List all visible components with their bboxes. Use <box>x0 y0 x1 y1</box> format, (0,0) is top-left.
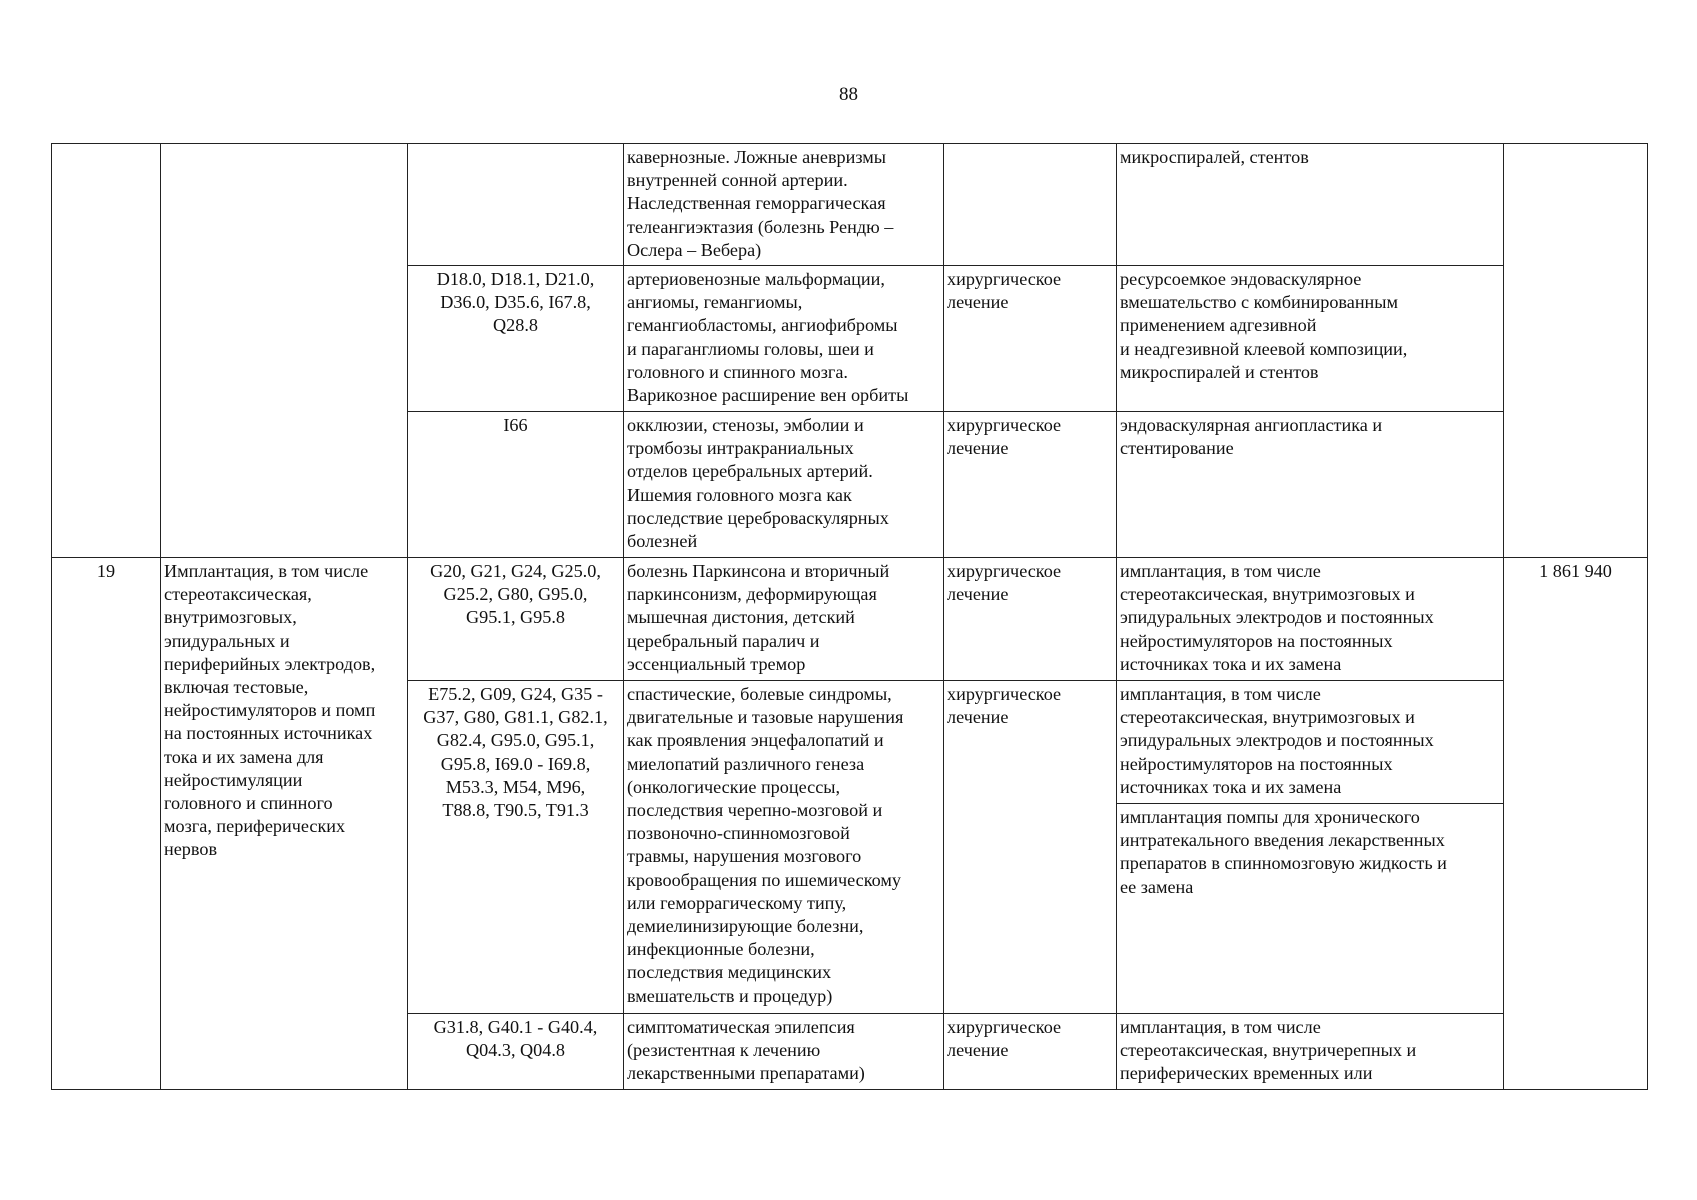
description-cell <box>624 144 944 266</box>
method-line: имплантация, в том числе <box>1120 561 1321 581</box>
description-line: демиелинизирующие болезни, <box>627 916 864 937</box>
method-cell <box>1117 266 1504 412</box>
treatment-cell <box>944 558 1117 681</box>
codes-line: Q28.8 <box>493 315 538 336</box>
method-line: эпидуральных электродов и постоянных <box>1120 730 1434 751</box>
codes-line: E75.2, G09, G24, G35 - <box>428 684 603 704</box>
description-line: лекарственными препаратами) <box>627 1063 865 1084</box>
codes-line: G20, G21, G24, G25.0, <box>430 561 601 581</box>
method-line: имплантация, в том числе <box>1120 684 1321 704</box>
description-line: Ослера – Вебера) <box>627 239 762 260</box>
treatment-line: хирургическое <box>947 415 1062 435</box>
service-name-line: на постоянных источниках <box>164 723 373 744</box>
service-name-line: нейростимуляции <box>164 769 303 790</box>
description-line: (онкологические процессы, <box>627 776 841 797</box>
codes-line: G25.2, G80, G95.0, <box>443 584 588 605</box>
description-line: ангиомы, гемангиомы, <box>627 292 803 313</box>
number-cell <box>52 558 161 1090</box>
description-line: позвоночно-спинномозговой <box>627 823 850 844</box>
service-name-line: нервов <box>164 839 218 860</box>
method-line: стереотаксическая, внутричерепных и <box>1120 1040 1417 1061</box>
description-line: спастические, болевые синдромы, <box>627 684 892 704</box>
description-line: церебральный паралич и <box>627 630 820 651</box>
cost-cell <box>1504 558 1648 1090</box>
treatment-cell <box>944 681 1117 1014</box>
service-name-line: включая тестовые, <box>164 677 309 698</box>
codes-cell <box>408 266 624 412</box>
number-cell <box>52 144 161 558</box>
service-name-line: нейростимуляторов и помп <box>164 700 376 721</box>
codes-cell <box>408 144 624 266</box>
method-line: источниках тока и их замена <box>1120 776 1342 797</box>
service-name-line: эпидуральных и <box>164 630 290 651</box>
description-line: Варикозное расширение вен орбиты <box>627 385 909 406</box>
description-line: (резистентная к лечению <box>627 1040 821 1061</box>
method-line: нейростимуляторов на постоянных <box>1120 630 1393 651</box>
method-line: нейростимуляторов на постоянных <box>1120 753 1393 774</box>
treatment-cell <box>944 1014 1117 1090</box>
description-line: двигательные и тазовые нарушения <box>627 707 904 728</box>
row-number: 19 <box>96 561 116 581</box>
description-line: последствия медицинских <box>627 962 832 983</box>
cost-cell <box>1504 144 1648 558</box>
description-line: как проявления энцефалопатий и <box>627 730 884 751</box>
method-line: стереотаксическая, внутримозговых и <box>1120 584 1415 605</box>
method-line: препаратов в спинномозговую жидкость и <box>1120 853 1447 874</box>
description-line: гемангиобластомы, ангиофибромы <box>627 315 898 336</box>
service-name-line: внутримозговых, <box>164 607 297 628</box>
codes-line: D36.0, D35.6, I67.8, <box>440 292 591 313</box>
method-line: источниках тока и их замена <box>1120 653 1342 674</box>
description-cell <box>624 1014 944 1090</box>
description-cell <box>624 412 944 558</box>
method-line: эндоваскулярная ангиопластика и <box>1120 415 1383 435</box>
method-line: ресурсоемкое эндоваскулярное <box>1120 269 1362 289</box>
description-line: артериовенозные мальформации, <box>627 269 885 289</box>
description-line: окклюзии, стенозы, эмболии и <box>627 415 864 435</box>
method-cell <box>1117 412 1504 558</box>
method-line: имплантация, в том числе <box>1120 1017 1321 1037</box>
codes-line: G95.8, I69.0 - I69.8, <box>440 753 591 774</box>
codes-cell <box>408 558 624 681</box>
description-line: тромбозы интракраниальных <box>627 438 854 459</box>
codes-line: I66 <box>503 415 528 435</box>
description-line: Наследственная геморрагическая <box>627 193 886 214</box>
treatment-cell <box>944 266 1117 412</box>
codes-line: M53.3, M54, M96, <box>445 776 586 797</box>
service-name-line: мозга, периферических <box>164 816 346 837</box>
codes-line: D18.0, D18.1, D21.0, <box>436 269 595 289</box>
method-cell <box>1117 804 1504 1014</box>
service-name-cell <box>161 558 408 1090</box>
treatment-line: хирургическое <box>947 1017 1062 1037</box>
description-line: миелопатий различного генеза <box>627 753 865 774</box>
services-table <box>51 143 1648 1090</box>
treatment-line: лечение <box>947 292 1009 313</box>
description-line: симптоматическая эпилепсия <box>627 1017 855 1037</box>
method-cell <box>1117 558 1504 681</box>
method-line: эпидуральных электродов и постоянных <box>1120 607 1434 628</box>
method-line: стереотаксическая, внутримозговых и <box>1120 707 1415 728</box>
description-line: телеангиэктазия (болезнь Рендю – <box>627 216 894 237</box>
description-line: кровообращения по ишемическому <box>627 869 901 890</box>
cost-value: 1 861 940 <box>1539 561 1612 581</box>
codes-line: G37, G80, G81.1, G82.1, <box>423 707 608 728</box>
description-line: последствие цереброваскулярных <box>627 507 889 528</box>
treatment-line: лечение <box>947 438 1009 459</box>
method-cell <box>1117 1014 1504 1090</box>
description-line: головного и спинного мозга. <box>627 361 848 382</box>
description-line: болезней <box>627 531 698 552</box>
service-name-line: периферийных электродов, <box>164 653 376 674</box>
method-cell <box>1117 681 1504 804</box>
treatment-line: лечение <box>947 707 1009 728</box>
method-line: вмешательство с комбинированным <box>1120 292 1399 313</box>
codes-cell <box>408 412 624 558</box>
codes-line: G31.8, G40.1 - G40.4, <box>433 1017 598 1037</box>
method-line: микроспиралей, стентов <box>1120 147 1309 167</box>
description-cell <box>624 558 944 681</box>
description-cell <box>624 266 944 412</box>
description-line: инфекционные болезни, <box>627 939 815 960</box>
description-line: и параганглиомы головы, шеи и <box>627 338 874 359</box>
service-name-line: тока и их замена для <box>164 746 324 767</box>
method-line: и неадгезивной клеевой композиции, <box>1120 338 1408 359</box>
description-line: или геморрагическому типу, <box>627 892 847 913</box>
description-line: травмы, нарушения мозгового <box>627 846 862 867</box>
page-number: 88 <box>839 84 858 105</box>
description-line: эссенциальный тремор <box>627 653 806 674</box>
method-line: имплантация помпы для хронического <box>1120 807 1420 827</box>
codes-line: G95.1, G95.8 <box>465 607 566 628</box>
description-line: мышечная дистония, детский <box>627 607 855 628</box>
description-cell <box>624 681 944 1014</box>
service-name-line: стереотаксическая, <box>164 584 312 605</box>
description-line: кавернозные. Ложные аневризмы <box>627 147 887 167</box>
codes-cell <box>408 1014 624 1090</box>
description-line: вмешательств и процедур) <box>627 985 833 1006</box>
description-line: болезнь Паркинсона и вторичный <box>627 561 890 581</box>
description-line: отделов церебральных артерий. <box>627 461 873 482</box>
treatment-line: хирургическое <box>947 269 1062 289</box>
treatment-line: хирургическое <box>947 561 1062 581</box>
codes-cell <box>408 681 624 1014</box>
service-name-cell <box>161 144 408 558</box>
codes-line: Q04.3, Q04.8 <box>465 1040 566 1061</box>
treatment-cell <box>944 144 1117 266</box>
codes-line: G82.4, G95.0, G95.1, <box>436 730 595 751</box>
method-line: периферических временных или <box>1120 1063 1373 1084</box>
treatment-line: лечение <box>947 584 1009 605</box>
method-line: ее замена <box>1120 876 1194 897</box>
service-name-line: Имплантация, в том числе <box>164 561 369 581</box>
service-name-line: головного и спинного <box>164 793 333 814</box>
treatment-cell <box>944 412 1117 558</box>
table-row <box>52 558 1648 681</box>
description-line: паркинсонизм, деформирующая <box>627 584 877 605</box>
method-line: интратекального введения лекарственных <box>1120 830 1445 851</box>
description-line: последствия черепно-мозговой и <box>627 800 883 821</box>
table-row <box>52 144 1648 266</box>
treatment-line: хирургическое <box>947 684 1062 704</box>
description-line: внутренней сонной артерии. <box>627 170 848 191</box>
method-line: применением адгезивной <box>1120 315 1317 336</box>
method-line: стентирование <box>1120 438 1234 459</box>
treatment-line: лечение <box>947 1040 1009 1061</box>
description-line: Ишемия головного мозга как <box>627 484 852 505</box>
method-cell <box>1117 144 1504 266</box>
codes-line: T88.8, T90.5, T91.3 <box>442 800 589 821</box>
method-line: микроспиралей и стентов <box>1120 361 1319 382</box>
